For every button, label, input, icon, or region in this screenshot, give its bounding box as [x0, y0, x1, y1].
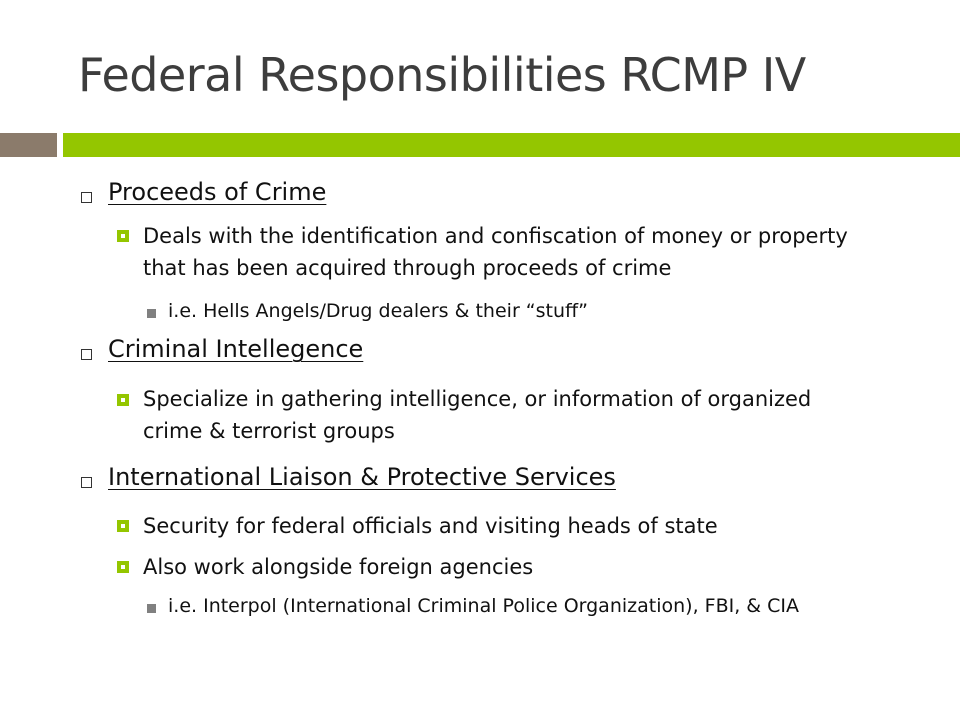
slide-title: Federal Responsibilities RCMP IV [78, 48, 806, 102]
section-heading-proceeds-of-crime: Proceeds of Crime [108, 178, 327, 206]
sub-bullet-text: i.e. Interpol (International Criminal Police Organization), FBI, & CIA [168, 595, 800, 617]
square-bullet-icon [81, 349, 92, 360]
gray-square-bullet-icon [147, 309, 156, 318]
accent-bar-right [63, 133, 960, 157]
bullet-text: Also work alongside foreign agencies [143, 555, 534, 579]
section-heading-international-liaison: International Liaison & Protective Services [108, 463, 616, 491]
green-square-bullet-icon [117, 230, 129, 242]
green-square-bullet-icon [117, 520, 129, 532]
bullet-text: Security for federal officials and visiting heads of state [143, 514, 718, 538]
gray-square-bullet-icon [147, 604, 156, 613]
bullet-text: Specialize in gathering intelligence, or information of organized crime & terrorist groups [143, 387, 812, 443]
sub-bullet-text: i.e. Hells Angels/Drug dealers & their “stuff” [168, 300, 588, 322]
green-square-bullet-icon [117, 394, 129, 406]
square-bullet-icon [81, 477, 92, 488]
section-heading-criminal-intellegence: Criminal Intellegence [108, 335, 364, 363]
square-bullet-icon [81, 192, 92, 203]
bullet-text: Deals with the identification and confiscation of money or property that has been acquired through proceeds of crime [143, 224, 848, 280]
green-square-bullet-icon [117, 561, 129, 573]
accent-bar-left [0, 133, 57, 157]
